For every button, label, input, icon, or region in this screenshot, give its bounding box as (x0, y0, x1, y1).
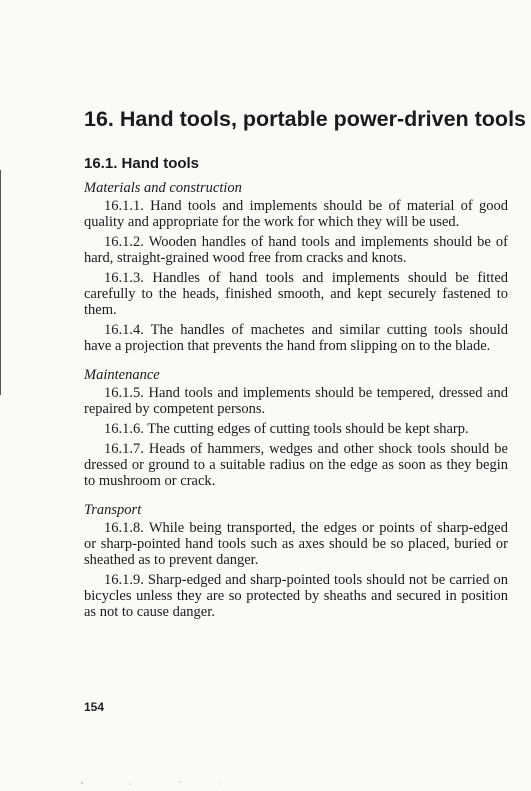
paragraph (84, 198, 508, 230)
paragraph (84, 572, 508, 620)
paragraph-number: 16.1.3. (104, 270, 144, 286)
paragraph-text: The handles of machetes and similar cutting tools should have a projection that prevents the hand from slipping on to the blade. (84, 322, 508, 354)
paragraph-text: Wooden handles of hand tools and implements should be of hard, straight-grained wood free from cracks and knots. (84, 234, 508, 266)
subhead-materials-and-construction: Materials and construction (84, 180, 242, 196)
paragraph-text: While being transported, the edges or points of sharp-edged or sharp-pointed hand tools such as axes should be so placed, buried or sheathed as to prevent danger. (84, 520, 508, 568)
paragraph-number: 16.1.5. (104, 385, 144, 401)
subhead-maintenance: Maintenance (84, 367, 160, 383)
section-title: 16.1. Hand tools (84, 155, 200, 172)
paragraph (84, 234, 508, 266)
paragraph (84, 441, 508, 489)
section-maintenance (84, 366, 508, 489)
paragraph-text: Hand tools and implements should be tempered, dressed and repaired by competent persons. (84, 385, 508, 417)
paragraph (84, 520, 508, 568)
subhead-transport: Transport (84, 502, 142, 518)
paragraph-text: Hand tools and implements should be of material of good quality and appropriate for the work for which they will be used. (84, 198, 509, 230)
paragraph (84, 385, 508, 417)
paragraph-text: Sharp-edged and sharp-pointed tools should not be carried on bicycles unless they are so protected by sheaths and secured in position as not to cause danger. (84, 572, 508, 620)
scan-specks (70, 780, 270, 786)
paragraph (84, 322, 508, 354)
page-content (84, 106, 526, 624)
paragraph (84, 421, 508, 437)
section-materials-and-construction (84, 179, 508, 354)
paragraph-number: 16.1.7. (104, 441, 144, 457)
paragraph-text: The cutting edges of cutting tools should be kept sharp. (147, 421, 469, 437)
paragraph-number: 16.1.1. (104, 198, 144, 214)
paragraph-number: 16.1.2. (104, 234, 144, 250)
scan-margin-line (0, 170, 1, 395)
paragraph-text: Handles of hand tools and implements should be fitted carefully to the heads, finished smooth, and kept securely fastened to them. (84, 270, 509, 318)
section-transport (84, 501, 508, 620)
paragraph-number: 16.1.4. (104, 322, 144, 338)
paragraph (84, 270, 508, 318)
paragraph-number: 16.1.9. (104, 572, 144, 588)
paragraph-number: 16.1.6. (104, 421, 144, 437)
chapter-title: 16. Hand tools, portable power-driven tools (84, 107, 526, 131)
paragraph-number: 16.1.8. (104, 520, 144, 536)
page-number: 154 (84, 700, 105, 714)
paragraph-text: Heads of hammers, wedges and other shock tools should be dressed or ground to a suitable radius on the edge as soon as they begin to mushroom or crack. (84, 441, 508, 489)
